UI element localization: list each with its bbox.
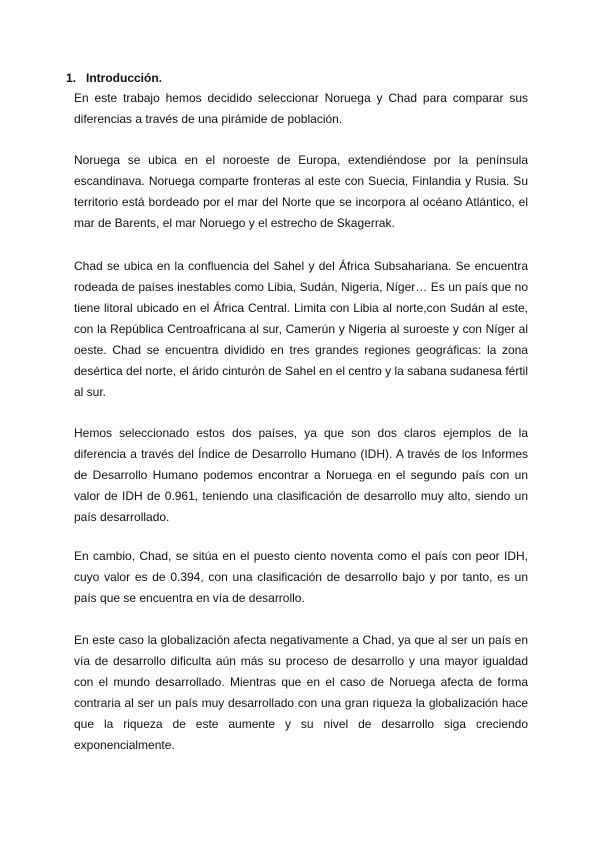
paragraph-globalizacion: En este caso la globalización afecta negativamente a Chad, ya que al ser un país en vía de desarrollo dificulta aún más su proceso de desarrollo y una mayor igualdad con el mundo desarrollado. Mientras que en el caso de Noruega afecta de forma contraria al ser un país muy desarrollado con una gran riqueza la globalización hace que la riqueza de este aumente y su nivel de desarrollo siga creciendo exponencialmente. — [74, 633, 528, 752]
section-heading — [66, 71, 162, 85]
section-title: Introducción. — [86, 71, 162, 85]
paragraph-chad: Chad se ubica en la confluencia del Sahel y del África Subsahariana. Se encuentra rodeada de países inestables como Libia, Sudán, Nigeria, Níger… Es un país que no tiene litoral ubicado en el África Central. Limita con Libia al norte,con Sudán al este, con la República Centroafricana al sur, Camerún y Nigeria al suroeste y con Níger al oeste. Chad se encuentra dividido en tres grandes regiones geográficas: la zona desértica del norte, el árido cinturón de Sahel en el centro y la sabana sudanesa fértil al sur. — [74, 259, 528, 399]
paragraph-noruega: Noruega se ubica en el noroeste de Europa, extendiéndose por la península escandinava. Noruega comparte fronteras al este con Suecia, Finlandia y Rusia. Su territorio está bordeado por el mar del Norte que se incorpora al océano Atlántico, el mar de Barents, el mar Noruego y el estrecho de Skagerrak. — [74, 153, 528, 230]
paragraph-chad-idh: En cambio, Chad, se sitúa en el puesto ciento noventa como el país con peor IDH, cuyo valor es de 0.394, con una clasificación de desarrollo bajo y por tanto, es un país que se encuentra en vía de desarrollo. — [74, 549, 528, 605]
paragraph-idh: Hemos seleccionado estos dos países, ya que son dos claros ejemplos de la diferencia a través del Índice de Desarrollo Humano (IDH). A través de los Informes de Desarrollo Humano podemos encontrar a Noruega en el segundo país con un valor de IDH de 0.961, teniendo una clasificación de desarrollo muy alto, siendo un país desarrollado. — [74, 426, 528, 524]
paragraph-intro: En este trabajo hemos decidido seleccionar Noruega y Chad para comparar sus diferencias a través de una pirámide de población. — [74, 91, 528, 126]
section-number: 1. — [66, 71, 77, 85]
